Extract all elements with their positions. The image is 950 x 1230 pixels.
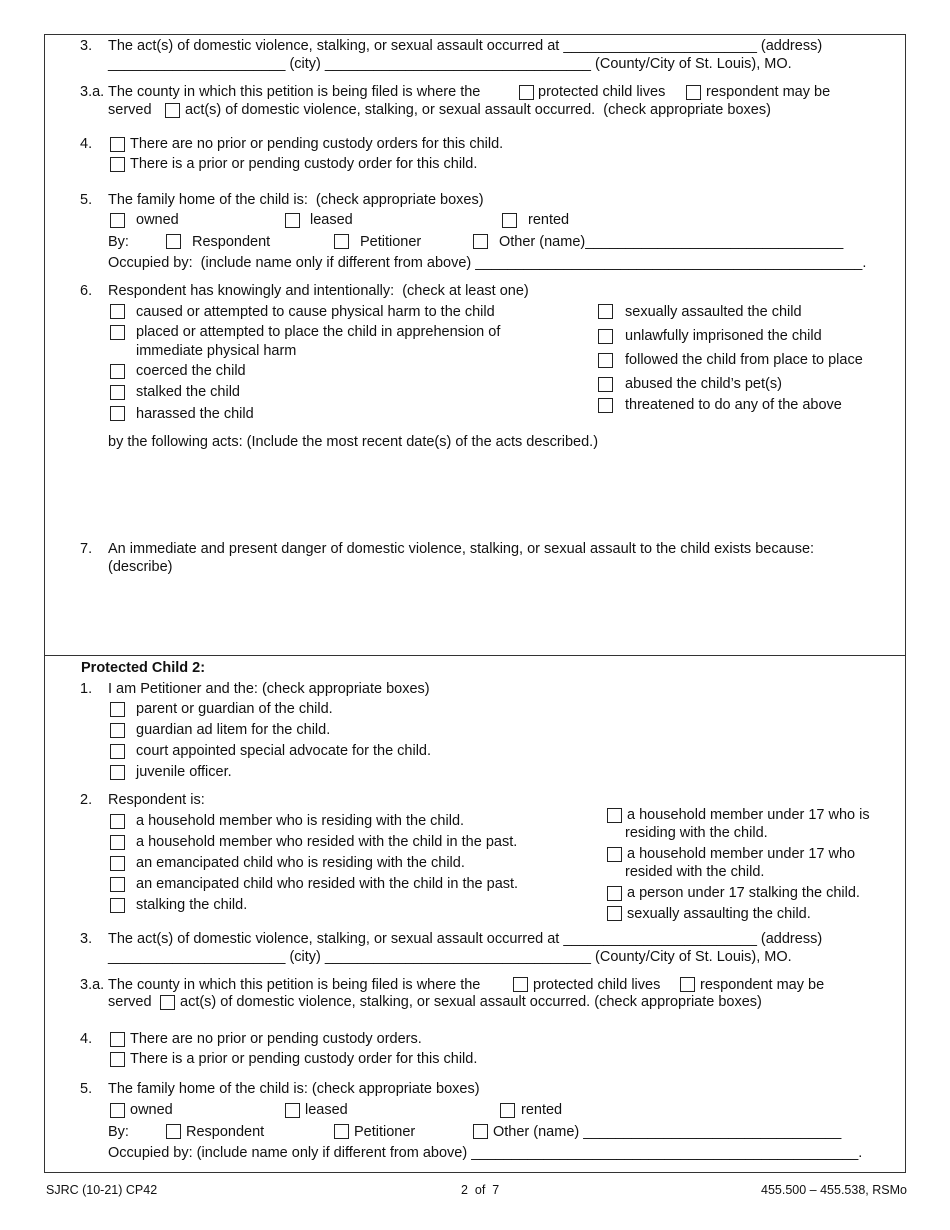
s1-q5-other-checkbox[interactable] [473, 234, 488, 249]
s1-q3a-acts-checkbox[interactable] [165, 103, 180, 118]
s1-q4-prior-order-label: There is a prior or pending custody order for this child. [130, 156, 478, 172]
s1-q6-option-cont: immediate physical harm [136, 343, 297, 359]
s2-q4-number: 4. [80, 1031, 93, 1047]
s1-q6-number: 6. [80, 283, 93, 299]
s2-q1-juvenile-officer-checkbox[interactable] [110, 765, 125, 780]
s2-q2-option: a household member who is residing with the child. [136, 813, 465, 829]
s2-q2-option: a household member who resided with the child in the past. [136, 834, 518, 850]
s2-q5-occupied-by: Occupied by: (include name only if different from above) ________________________________________________. [108, 1145, 863, 1161]
s2-q1-intro: I am Petitioner and the: (check appropriate boxes) [108, 681, 430, 697]
s2-q2-option: a household member under 17 who is [627, 807, 870, 823]
s1-q6-followed-checkbox[interactable] [598, 353, 613, 368]
s1-q5-occupied-by: Occupied by: (include name only if different from above) ________________________________________________. [108, 255, 867, 271]
s1-q3a-number: 3.a. [80, 84, 105, 100]
s2-q2-stalking-checkbox[interactable] [110, 898, 125, 913]
s1-q6-imprisoned-checkbox[interactable] [598, 329, 613, 344]
s2-q3a-served-text: served [108, 994, 152, 1010]
s1-q3a-served-text: served [108, 102, 152, 118]
s2-q2-under17-stalking-checkbox[interactable] [607, 886, 622, 901]
s1-q3a-respondent-served-checkbox[interactable] [686, 85, 701, 100]
s2-q3-line1: The act(s) of domestic violence, stalking, or sexual assault occurred at ________________________ (address) [108, 931, 823, 947]
s2-q1-number: 1. [80, 681, 93, 697]
s2-q1-guardian-ad-litem-checkbox[interactable] [110, 723, 125, 738]
s2-q5-petitioner-checkbox[interactable] [334, 1124, 349, 1139]
s2-q1-option: court appointed special advocate for the child. [136, 743, 432, 759]
s2-q3a-acts-checkbox[interactable] [160, 995, 175, 1010]
s2-q2-number: 2. [80, 792, 93, 808]
s2-q4-no-orders-label: There are no prior or pending custody orders. [130, 1031, 422, 1047]
s2-q3-line2: ______________________ (city) _________________________________ (County/City of St. Louis), MO. [108, 949, 792, 965]
s2-q1-option: juvenile officer. [136, 764, 232, 780]
s1-q5-intro: The family home of the child is: (check appropriate boxes) [108, 192, 484, 208]
s2-q2-option: an emancipated child who resided with the child in the past. [136, 876, 519, 892]
s1-q6-option: coerced the child [136, 363, 246, 379]
s2-q2-sexual-assault-checkbox[interactable] [607, 906, 622, 921]
s2-q2-under17-residing-checkbox[interactable] [607, 808, 622, 823]
s1-q5-leased-label: leased [310, 212, 353, 228]
s1-q7-line2: (describe) [108, 559, 173, 575]
footer-form-id: SJRC (10-21) CP42 [46, 1183, 158, 1197]
s1-q7-answer-area[interactable] [108, 580, 888, 650]
s1-q5-owned-label: owned [136, 212, 179, 228]
s1-q6-coerced-checkbox[interactable] [110, 364, 125, 379]
s1-q6-harassed-checkbox[interactable] [110, 406, 125, 421]
s1-q6-option: abused the child’s pet(s) [625, 376, 782, 392]
s2-q5-owned-checkbox[interactable] [110, 1103, 125, 1118]
s2-q5-intro: The family home of the child is: (check appropriate boxes) [108, 1081, 480, 1097]
s2-q5-rented-checkbox[interactable] [500, 1103, 515, 1118]
footer-page-number: 2 of 7 [461, 1183, 500, 1197]
s1-q5-respondent-label: Respondent [192, 234, 271, 250]
s2-q2-option: stalking the child. [136, 897, 248, 913]
s1-q3a-acts-label: act(s) of domestic violence, stalking, or sexual assault occurred. (check appropriate boxes) [185, 102, 771, 118]
s1-q5-by-label: By: [108, 234, 129, 250]
s2-q3a-text: The county in which this petition is being filed is where the [108, 977, 481, 993]
s2-q3a-number: 3.a. [80, 977, 105, 993]
s1-q4-number: 4. [80, 136, 93, 152]
s2-q1-option: parent or guardian of the child. [136, 701, 333, 717]
s1-q3a-text: The county in which this petition is being filed is where the [108, 84, 481, 100]
s2-q1-option: guardian ad litem for the child. [136, 722, 331, 738]
s2-q5-other-checkbox[interactable] [473, 1124, 488, 1139]
s1-q6-option: unlawfully imprisoned the child [625, 328, 822, 344]
s1-q6-option: placed or attempted to place the child in apprehension of [136, 324, 501, 340]
s2-q4-prior-order-checkbox[interactable] [110, 1052, 125, 1067]
s1-q4-no-orders-checkbox[interactable] [110, 137, 125, 152]
s1-q5-respondent-checkbox[interactable] [166, 234, 181, 249]
s1-q4-no-orders-label: There are no prior or pending custody orders for this child. [130, 136, 504, 152]
s2-q2-household-resided-checkbox[interactable] [110, 835, 125, 850]
s1-q3a-child-lives-label: protected child lives [538, 84, 666, 100]
s1-q6-stalked-checkbox[interactable] [110, 385, 125, 400]
s1-q3a-child-lives-checkbox[interactable] [519, 85, 534, 100]
s1-q6-option: stalked the child [136, 384, 240, 400]
s2-q5-leased-checkbox[interactable] [285, 1103, 300, 1118]
s2-q4-no-orders-checkbox[interactable] [110, 1032, 125, 1047]
s2-q2-emancipated-residing-checkbox[interactable] [110, 856, 125, 871]
s2-q2-option-cont: residing with the child. [625, 825, 768, 841]
s1-q6-option: harassed the child [136, 406, 254, 422]
s2-q4-prior-order-label: There is a prior or pending custody order for this child. [130, 1051, 478, 1067]
s1-q6-option: followed the child from place to place [625, 352, 863, 368]
s2-q5-respondent-checkbox[interactable] [166, 1124, 181, 1139]
s1-q6-physical-harm-checkbox[interactable] [110, 304, 125, 319]
s2-q1-casa-checkbox[interactable] [110, 744, 125, 759]
s1-q7-line1: An immediate and present danger of domestic violence, stalking, or sexual assault to the child exists because: [108, 541, 815, 557]
s2-q5-other-label: Other (name) ________________________________ [493, 1124, 842, 1140]
s2-q3a-child-lives-label: protected child lives [533, 977, 661, 993]
s1-q6-option: threatened to do any of the above [625, 397, 842, 413]
s2-q5-owned-label: owned [130, 1102, 173, 1118]
s1-q5-leased-checkbox[interactable] [285, 213, 300, 228]
s2-q3a-respondent-served-label: respondent may be [700, 977, 825, 993]
s2-q3a-acts-label: act(s) of domestic violence, stalking, or sexual assault occurred. (check appropriate boxes) [180, 994, 762, 1010]
s1-q6-apprehension-checkbox[interactable] [110, 325, 125, 340]
section-divider [44, 655, 906, 656]
s1-q3-line2: ______________________ (city) _________________________________ (County/City of St. Louis), MO. [108, 56, 792, 72]
s2-q2-option: sexually assaulting the child. [627, 906, 811, 922]
s2-q2-option-cont: resided with the child. [625, 864, 765, 880]
s1-q6-acts-answer-area[interactable] [108, 454, 888, 532]
s1-q6-intro: Respondent has knowingly and intentionally: (check at least one) [108, 283, 529, 299]
s1-q5-rented-checkbox[interactable] [502, 213, 517, 228]
s2-q5-respondent-label: Respondent [186, 1124, 265, 1140]
s1-q7-number: 7. [80, 541, 93, 557]
s2-q2-under17-resided-checkbox[interactable] [607, 847, 622, 862]
s1-q5-rented-label: rented [528, 212, 570, 228]
s1-q5-petitioner-checkbox[interactable] [334, 234, 349, 249]
s2-q1-parent-checkbox[interactable] [110, 702, 125, 717]
s2-q5-number: 5. [80, 1081, 93, 1097]
s1-q3-line1: The act(s) of domestic violence, stalking, or sexual assault occurred at ________________________ (address) [108, 38, 823, 54]
s2-q2-option: a person under 17 stalking the child. [627, 885, 860, 901]
s1-q3a-respondent-served-label: respondent may be [706, 84, 831, 100]
s2-q2-emancipated-resided-checkbox[interactable] [110, 877, 125, 892]
protected-child-2-heading: Protected Child 2: [81, 660, 206, 676]
s2-q2-option: a household member under 17 who [627, 846, 856, 862]
s2-q5-leased-label: leased [305, 1102, 348, 1118]
s2-q3-number: 3. [80, 931, 93, 947]
s2-q2-intro: Respondent is: [108, 792, 205, 808]
s1-q6-acts-prompt: by the following acts: (Include the most recent date(s) of the acts described.) [108, 434, 599, 450]
s1-q5-number: 5. [80, 192, 93, 208]
s1-q6-sexual-assault-checkbox[interactable] [598, 304, 613, 319]
s1-q3-number: 3. [80, 38, 93, 54]
s1-q6-pets-checkbox[interactable] [598, 377, 613, 392]
s2-q5-by-label: By: [108, 1124, 129, 1140]
s1-q6-option: caused or attempted to cause physical harm to the child [136, 304, 495, 320]
s1-q5-petitioner-label: Petitioner [360, 234, 422, 250]
s1-q4-prior-order-checkbox[interactable] [110, 157, 125, 172]
s2-q3a-child-lives-checkbox[interactable] [513, 977, 528, 992]
s2-q2-option: an emancipated child who is residing with the child. [136, 855, 465, 871]
s1-q6-threatened-checkbox[interactable] [598, 398, 613, 413]
s1-q5-owned-checkbox[interactable] [110, 213, 125, 228]
s2-q5-petitioner-label: Petitioner [354, 1124, 416, 1140]
s1-q6-option: sexually assaulted the child [625, 304, 802, 320]
s2-q2-household-residing-checkbox[interactable] [110, 814, 125, 829]
s2-q3a-respondent-served-checkbox[interactable] [680, 977, 695, 992]
s1-q5-other-label: Other (name)________________________________ [499, 234, 844, 250]
footer-statute: 455.500 – 455.538, RSMo [761, 1183, 907, 1197]
s2-q5-rented-label: rented [521, 1102, 563, 1118]
